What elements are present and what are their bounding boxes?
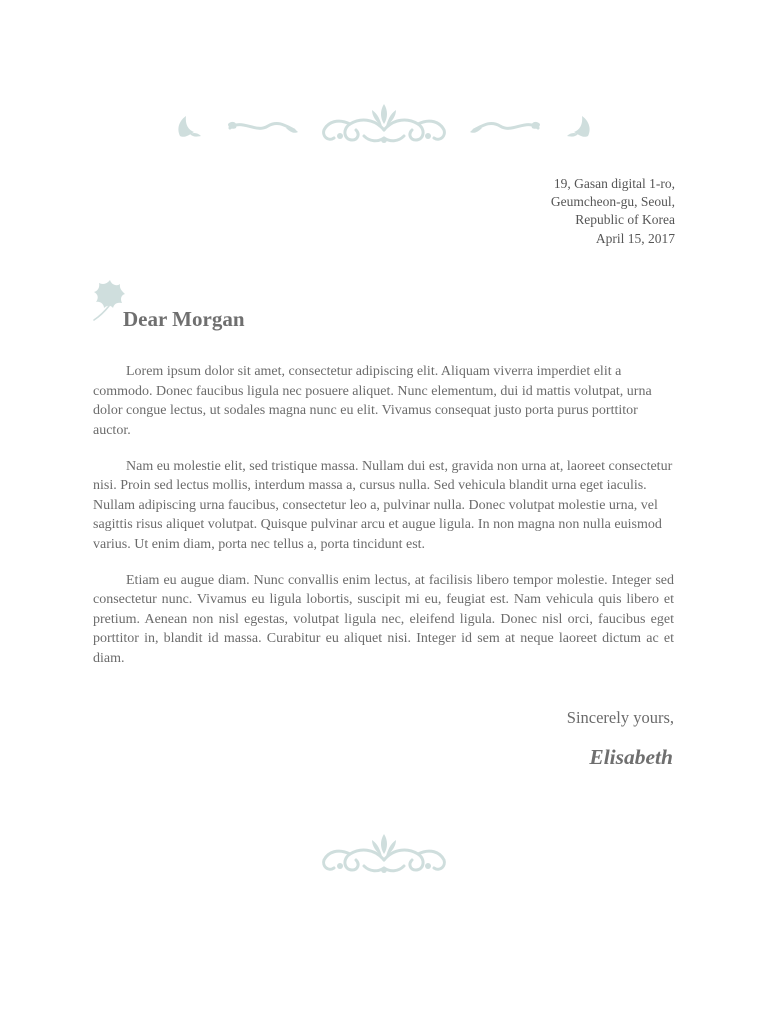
address-line: Geumcheon-gu, Seoul, — [550, 194, 675, 210]
body-paragraph: Lorem ipsum dolor sit amet, consectetur adipiscing elit. Aliquam viverra imperdiet elit a commodo. Donec faucibus ligula nec posuere aliquet. Nunc elementum, dui id mattis volutpat, urna dolor congue lectus, ut sodales magna nunc eu elit. Vivamus consequat justo porta purus porttitor auctor. — [93, 364, 652, 438]
address-line: 19, Gasan digital 1-ro, — [553, 176, 675, 191]
signature-name: Elisabeth — [589, 745, 673, 769]
body-paragraph: Nam eu molestie elit, sed tristique massa. Nullam dui est, gravida non urna at, laoreet consectetur nisi. Proin sed lectus mollis, interdum massa a, cursus nulla. Sed vehicula blandit urna eget iaculis. Nullam adipiscing urna faucibus, consectetur leo a, pulvinar nulla. Donec volutpat molestie urna, vel sagittis risus aliquet volutpat. Quisque pulvinar arcu et augue ligula. In non magna non nulla euismod varius. Ut enim diam, porta nec tellus a, porta tincidunt est. — [93, 458, 673, 552]
letter-body — [93, 362, 674, 685]
address-line: Republic of Korea — [575, 212, 675, 228]
closing-phrase: Sincerely yours, — [566, 708, 674, 727]
flourish-icon — [318, 826, 450, 880]
sender-address — [551, 175, 675, 248]
letter-date: April 15, 2017 — [595, 230, 675, 246]
salutation: Dear Morgan — [123, 307, 245, 331]
body-paragraph: Etiam eu augue diam. Nunc convallis enim lectus, at facilisis libero tempor molestie. Integer sed consectetur nunc. Vivamus eu ligula lobortis, suscipit mi eu, feugiat est. Nam vehicula quis libero et pretium. Aenean non nisl egestas, volutpat ligula nec, eleifend ligula. Donec nisl orci, faucibus eget porttitor in, blandit id massa. Curabitur eu aliquet nisi. Integer id sem at neque laoreet dictum ac et diam. — [93, 572, 674, 666]
maple-leaf-icon — [90, 278, 126, 322]
flourish-divider-icon — [170, 96, 598, 152]
